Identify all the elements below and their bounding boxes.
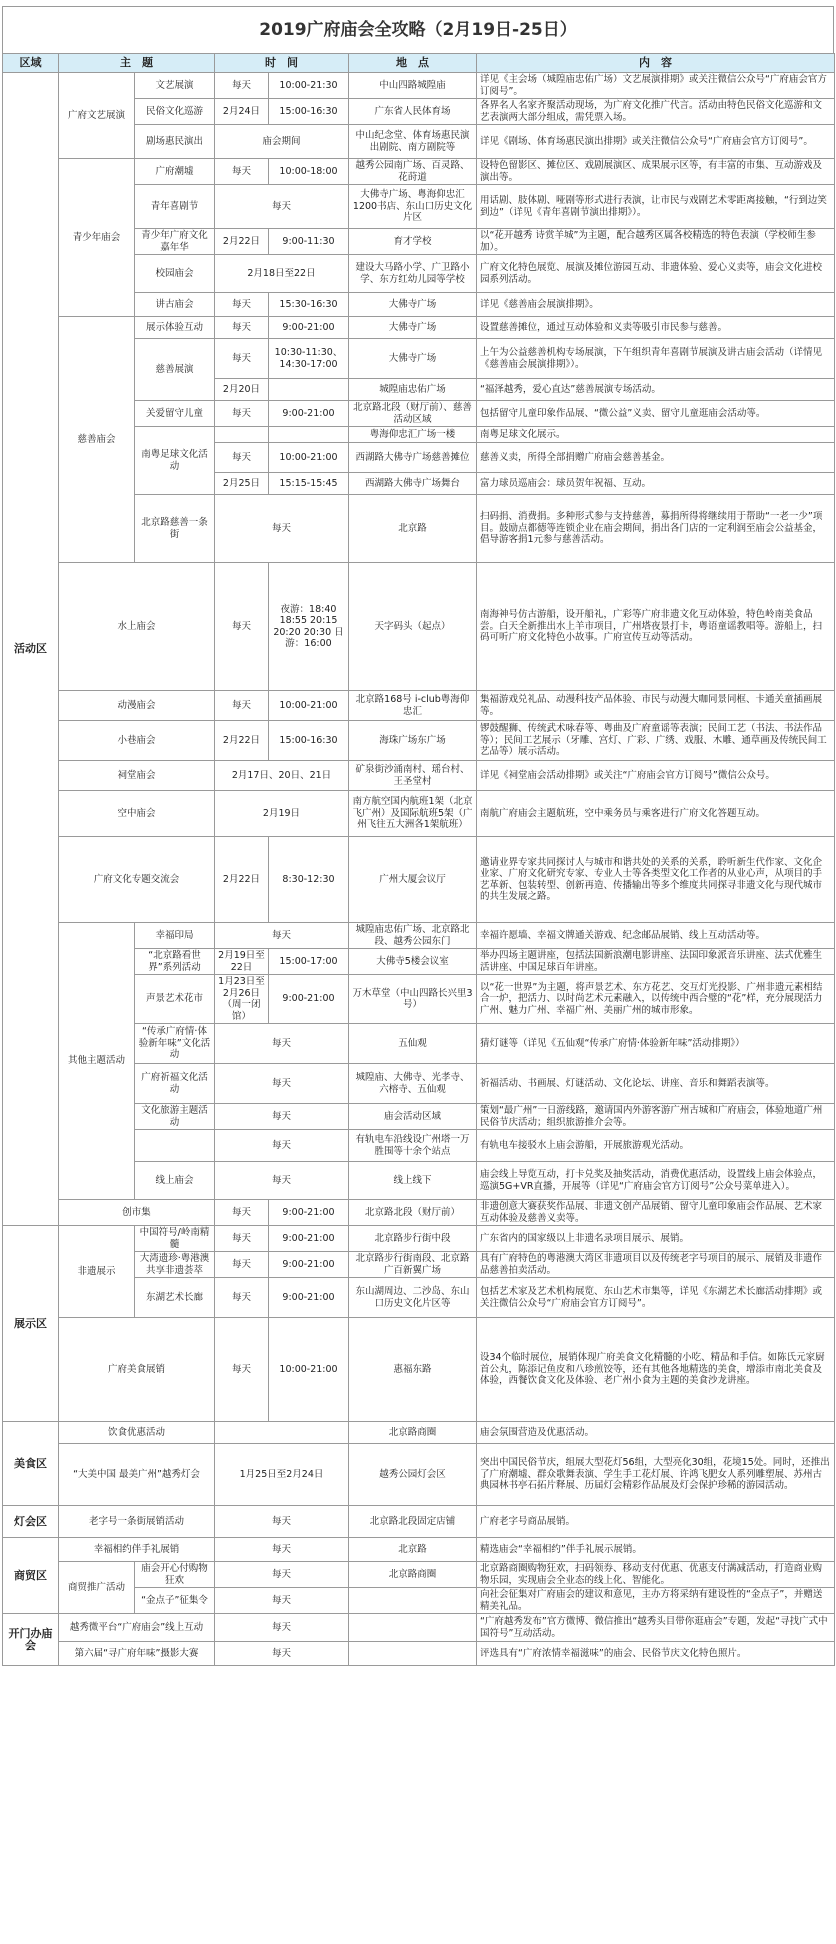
group-cell: 其他主题活动 xyxy=(59,923,135,1200)
content-cell: 举办四场主题讲座，包括法国新浪潮电影讲座、法国印象派音乐讲座、法式优雅生活讲座、中国足球百年讲座。 xyxy=(477,949,835,975)
time-cell: 夜游：18:40 18:55 20:15 20:20 20:30 日游：16:00 xyxy=(269,563,349,691)
location-cell: 线上线下 xyxy=(349,1162,477,1200)
time-cell: 9:00-21:00 xyxy=(269,1278,349,1318)
header-time: 时 间 xyxy=(215,54,349,73)
location-cell: 北京路北段（财厅前）、慈善活动区域 xyxy=(349,401,477,427)
content-cell: 详见《祠堂庙会活动排期》或关注“广府庙会官方订阅号”微信公众号。 xyxy=(477,761,835,791)
group-cell: 慈善庙会 xyxy=(59,317,135,563)
time-cell: 15:00-16:30 xyxy=(269,721,349,761)
date-cell: 每天 xyxy=(215,1200,269,1226)
content-cell: 各界名人名家齐聚活动现场，为广府文化推广代言。活动由特色民俗文化巡游和文艺表演两大部分组成，需凭票入场。 xyxy=(477,99,835,125)
location-cell xyxy=(349,1642,477,1666)
content-cell: 精选庙会“幸福相约”伴手礼展示展销。 xyxy=(477,1538,835,1562)
time-cell: 8:30-12:30 xyxy=(269,837,349,923)
header-zone: 区域 xyxy=(3,54,59,73)
zone-cell: 活动区 xyxy=(3,73,59,1226)
schedule-table xyxy=(2,53,835,1666)
date-cell: 2月18日至22日 xyxy=(215,255,349,293)
theme-cell: 小巷庙会 xyxy=(59,721,215,761)
date-cell: 每天 xyxy=(215,1226,269,1252)
theme-cell: “传承广府情·体验新年味”文化活动 xyxy=(135,1024,215,1064)
table-row xyxy=(3,1642,835,1666)
table-row xyxy=(3,721,835,761)
location-cell: 矿泉街沙涌南村、瑶台村、王圣堂村 xyxy=(349,761,477,791)
date-cell: 每天 xyxy=(215,1318,269,1422)
zone-cell: 开门办庙会 xyxy=(3,1614,59,1666)
table-row xyxy=(3,761,835,791)
date-cell: 每天 xyxy=(215,1562,349,1588)
content-cell: 有轨电车接驳水上庙会游船，开展旅游观光活动。 xyxy=(477,1130,835,1162)
date-cell: 每天 xyxy=(215,495,349,563)
theme-cell: 慈善展演 xyxy=(135,339,215,401)
theme-cell xyxy=(135,1130,215,1162)
table-row xyxy=(3,1562,835,1588)
location-cell: 海珠广场东广场 xyxy=(349,721,477,761)
table-row xyxy=(3,837,835,923)
time-cell: 15:30-16:30 xyxy=(269,293,349,317)
location-cell: 大佛寺广场 xyxy=(349,339,477,379)
zone-cell: 灯会区 xyxy=(3,1506,59,1538)
theme-cell: 文化旅游主题活动 xyxy=(135,1104,215,1130)
date-cell: 每天 xyxy=(215,185,349,229)
location-cell: 万木草堂（中山四路长兴里3号） xyxy=(349,975,477,1024)
content-cell: “广府越秀发布”官方微博、微信推出“越秀头目带你逛庙会”专题，发起“寻找广式中国符号”互动活动。 xyxy=(477,1614,835,1642)
theme-cell: 青少年广府文化嘉年华 xyxy=(135,229,215,255)
content-cell: 邀请业界专家共同探讨人与城市和谐共处的关系的关系，聆听新生代作家、文化企业家、广府文化研究专家、专业人士等各类型文化工作者的从业心声，从项目的手艺革新、包装转型、创新再造、传播输出等多个维度共同探寻非遗文化与现代城市的共生发展之路。 xyxy=(477,837,835,923)
location-cell: 北京路步行街中段 xyxy=(349,1226,477,1252)
location-cell: 城隍庙、大佛寺、光孝寺、六榕寺、五仙观 xyxy=(349,1064,477,1104)
location-cell: 大佛寺广场 xyxy=(349,293,477,317)
table-row xyxy=(3,159,835,185)
content-cell: 用话剧、肢体剧、哑剧等形式进行表演，让市民与戏剧艺术零距离接触，“行到边笑到边”（详见《青年喜剧节演出排期》）。 xyxy=(477,185,835,229)
location-cell: 广州大厦会议厅 xyxy=(349,837,477,923)
group-cell: 青少年庙会 xyxy=(59,159,135,317)
theme-cell: 关爱留守儿童 xyxy=(135,401,215,427)
zone-cell: 商贸区 xyxy=(3,1538,59,1614)
content-cell: 南海神号仿古游船，设开船礼，广彩等广府非遗文化互动体验，特色岭南美食品尝。白天全新推出水上羊市项目，广州塔夜景打卡，粤语童谣教唱等。游船上，扫码可听广府文化特色小故事。广府宣传互动等活动。 xyxy=(477,563,835,691)
theme-cell: 南粤足球文化活动 xyxy=(135,427,215,495)
location-cell: 越秀公园南广场、百灵路、花莳道 xyxy=(349,159,477,185)
location-cell: 广东省人民体育场 xyxy=(349,99,477,125)
date-cell: 每天 xyxy=(215,1162,349,1200)
content-cell: 设置慈善摊位，通过互动体验和义卖等吸引市民参与慈善。 xyxy=(477,317,835,339)
content-cell: 庙会线上导览互动，打卡兑奖及抽奖活动，消费优惠活动，设置线上庙会体验点，巡演5G+VR直播，开展等（详见“广府庙会官方订阅号”公众号菜单进入）。 xyxy=(477,1162,835,1200)
time-cell: 15:00-17:00 xyxy=(269,949,349,975)
theme-cell: 北京路慈善一条街 xyxy=(135,495,215,563)
date-cell: 2月22日 xyxy=(215,721,269,761)
time-cell: 10:30-11:30、14:30-17:00 xyxy=(269,339,349,379)
location-cell: 城隍庙忠佑广场、北京路北段、越秀公园东门 xyxy=(349,923,477,949)
time-cell: 9:00-11:30 xyxy=(269,229,349,255)
table-row xyxy=(3,73,835,99)
theme-cell: 剧场惠民演出 xyxy=(135,125,215,159)
time-cell: 10:00-21:00 xyxy=(269,691,349,721)
date-cell xyxy=(215,1422,349,1444)
date-cell: 每天 xyxy=(215,1642,349,1666)
zone-cell: 美食区 xyxy=(3,1422,59,1506)
time-cell: 15:00-16:30 xyxy=(269,99,349,125)
date-cell: 2月17日、20日、21日 xyxy=(215,761,349,791)
time-cell xyxy=(269,379,349,401)
time-cell: 10:00-21:00 xyxy=(269,1318,349,1422)
date-cell: 2月24日 xyxy=(215,99,269,125)
date-cell: 每天 xyxy=(215,73,269,99)
theme-cell: 讲古庙会 xyxy=(135,293,215,317)
location-cell: 北京路步行街南段、北京路广百新翼广场 xyxy=(349,1252,477,1278)
location-cell xyxy=(349,1614,477,1642)
content-cell: 广府老字号商品展销。 xyxy=(477,1506,835,1538)
date-cell: 2月19日至22日 xyxy=(215,949,269,975)
theme-cell: 庙会开心付购物狂欢 xyxy=(135,1562,215,1588)
location-cell: 北京路商圈 xyxy=(349,1422,477,1444)
content-cell: 上午为公益慈善机构专场展演，下午组织青年喜剧节展演及讲古庙会活动（详情见《慈善庙会展演排期》）。 xyxy=(477,339,835,379)
date-cell: 每天 xyxy=(215,691,269,721)
theme-cell: 广府潮墟 xyxy=(135,159,215,185)
date-cell: 每天 xyxy=(215,317,269,339)
content-cell: 慈善义卖，所得全部捐赠广府庙会慈善基金。 xyxy=(477,443,835,473)
theme-cell: 水上庙会 xyxy=(59,563,215,691)
date-cell: 每天 xyxy=(215,1064,349,1104)
header-content: 内 容 xyxy=(477,54,835,73)
content-cell: 包括留守儿童印象作品展、“微公益”义卖、留守儿童逛庙会活动等。 xyxy=(477,401,835,427)
date-cell: 2月22日 xyxy=(215,837,269,923)
date-cell: 每天 xyxy=(215,1104,349,1130)
date-cell xyxy=(215,427,269,443)
date-cell: 每天 xyxy=(215,339,269,379)
content-cell: 以“花一世界”为主题，将声景艺术、东方花艺、交互灯光投影、广州非遗元素相结合一炉，把活力、以时尚艺术元素融入，以传统中西合璧的“花”样，充分展现活力广州、魅力广州、幸福广州、美丽广州的城市形象。 xyxy=(477,975,835,1024)
theme-cell: 广府文化专题交流会 xyxy=(59,837,215,923)
location-cell: 天字码头（起点） xyxy=(349,563,477,691)
theme-cell: 越秀微平台“广府庙会”线上互动 xyxy=(59,1614,215,1642)
theme-cell: 大湾遗珍·粤港澳共享非遗荟萃 xyxy=(135,1252,215,1278)
content-cell: 北京路商圈购物狂欢，扫码领券、移动支付优惠、优惠支付满减活动，打造商业购物乐园，实现庙会全业态的线上化、智能化。 xyxy=(477,1562,835,1588)
date-cell: 2月22日 xyxy=(215,229,269,255)
table-row xyxy=(3,691,835,721)
theme-cell: 第六届“寻广府年味”摄影大赛 xyxy=(59,1642,215,1666)
location-cell xyxy=(349,1588,477,1614)
date-cell: 每天 xyxy=(215,159,269,185)
header-theme: 主 题 xyxy=(59,54,215,73)
content-cell: 向社会征集对广府庙会的建议和意见，主办方将采纳有建设性的“金点子”，并赠送精美礼品。 xyxy=(477,1588,835,1614)
date-cell: 庙会期间 xyxy=(215,125,349,159)
date-cell: 每天 xyxy=(215,1252,269,1278)
location-cell: 中山四路城隍庙 xyxy=(349,73,477,99)
page xyxy=(0,6,836,1944)
content-cell: 广府文化特色展览、展演及摊位游园互动、非遗体验、爱心义卖等，庙会文化进校园系列活动。 xyxy=(477,255,835,293)
theme-cell: 幸福相约伴手礼展销 xyxy=(59,1538,215,1562)
content-cell: 幸福许愿墙、幸福文牌通关游戏、纪念邮品展销、线上互动活动等。 xyxy=(477,923,835,949)
group-cell: 非遗展示 xyxy=(59,1226,135,1318)
content-cell: 设特色留影区、摊位区、戏剧展演区、成果展示区等，有丰富的市集、互动游戏及演出等。 xyxy=(477,159,835,185)
content-cell: “福泽越秀，爱心直达”慈善展演专场活动。 xyxy=(477,379,835,401)
location-cell: 北京路商圈 xyxy=(349,1562,477,1588)
theme-cell: 广府美食展销 xyxy=(59,1318,215,1422)
time-cell: 10:00-21:00 xyxy=(269,443,349,473)
location-cell: 育才学校 xyxy=(349,229,477,255)
location-cell: 大佛寺广场 xyxy=(349,317,477,339)
date-cell: 每天 xyxy=(215,563,269,691)
time-cell: 9:00-21:00 xyxy=(269,317,349,339)
zone-cell: 展示区 xyxy=(3,1226,59,1422)
theme-cell: 民俗文化巡游 xyxy=(135,99,215,125)
theme-cell: 祠堂庙会 xyxy=(59,761,215,791)
content-cell: 扫码捐、消费捐。多种形式参与支持慈善，募捐所得将继续用于帮助“一老一少”项目。鼓励点都德等连锁企业在庙会期间，捐出各门店的一定利润至庙会公益基金，倡导游客捐1元参与慈善活动。 xyxy=(477,495,835,563)
theme-cell: 线上庙会 xyxy=(135,1162,215,1200)
date-cell: 每天 xyxy=(215,1614,349,1642)
table-row xyxy=(3,1200,835,1226)
content-cell: 锣鼓醒狮、传统武术咏春等、粤曲及广府童谣等表演；民间工艺（书法、书法作品等）；民间工艺展示（牙雕、宫灯、广彩、广绣、戏服、木雕、通草画及传统民间工艺品等）展示活动。 xyxy=(477,721,835,761)
date-cell: 每天 xyxy=(215,443,269,473)
content-cell: 南航广府庙会主题航班，空中乘务员与乘客进行广府文化答题互动。 xyxy=(477,791,835,837)
table-row xyxy=(3,1422,835,1444)
table-row xyxy=(3,1506,835,1538)
time-cell: 10:00-21:30 xyxy=(269,73,349,99)
content-cell: 策划“最广州”一日游线路，邀请国内外游客游广州古城和广府庙会，体验地道广州民俗节庆活动；组织旅游推介会等。 xyxy=(477,1104,835,1130)
location-cell: 西湖路大佛寺广场慈善摊位 xyxy=(349,443,477,473)
content-cell: 祈福活动、书画展、灯谜活动、文化论坛、讲座、音乐和舞蹈表演等。 xyxy=(477,1064,835,1104)
content-cell: 非遗创意大赛获奖作品展、非遗文创产品展销、留守儿童印象庙会作品展、艺术家互动体验及慈善义卖等。 xyxy=(477,1200,835,1226)
location-cell: 惠福东路 xyxy=(349,1318,477,1422)
date-cell: 2月19日 xyxy=(215,791,349,837)
content-cell: 具有广府特色的粤港澳大湾区非遗项目以及传统老字号项目的展示、展销及非遗作品慈善拍卖活动。 xyxy=(477,1252,835,1278)
content-cell: 设34个临时展位，展销体现广府美食文化精髓的小吃、精品和手信。如陈氏元家厨首公丸，陈添记鱼皮和八珍煎饺等，还有其他各地精选的美食，增添市南北美食及体验，西餐饮食文化及体验、老广州小食为主题的美食沙龙讲座。 xyxy=(477,1318,835,1422)
theme-cell: “大美中国 最美广州”越秀灯会 xyxy=(59,1444,215,1506)
location-cell: 五仙观 xyxy=(349,1024,477,1064)
content-cell: 包括艺术家及艺术机构展览、东山艺术市集等，详见《东湖艺术长廊活动排期》或关注微信公众号“广府庙会官方订阅号”。 xyxy=(477,1278,835,1318)
content-cell: 评选具有“广府浓情幸福滋味”的庙会、民俗节庆文化特色照片。 xyxy=(477,1642,835,1666)
content-cell: 突出中国民俗节庆，组展大型花灯56组，大型亮化30组，花境15处。同时，还推出了广府潮墟、群众歌舞表演、学生手工花灯展、许鸿飞肥女人系列雕塑展、苏州古典园林书亭石拓片释展、历届灯会精彩作品展及灯会保护珍稀的游园活动。 xyxy=(477,1444,835,1506)
theme-cell: 青年喜剧节 xyxy=(135,185,215,229)
date-cell: 1月23日至2月26日（周一闭馆） xyxy=(215,975,269,1024)
table-row xyxy=(3,1226,835,1252)
content-cell: 详见《主会场（城隍庙忠佑广场）文艺展演排期》或关注微信公众号“广府庙会官方订阅号”。 xyxy=(477,73,835,99)
theme-cell: “金点子”征集令 xyxy=(135,1588,215,1614)
table-row xyxy=(3,1318,835,1422)
date-cell: 每天 xyxy=(215,401,269,427)
content-cell: 详见《剧场、体育场惠民演出排期》或关注微信公众号“广府庙会官方订阅号”。 xyxy=(477,125,835,159)
group-cell: 广府文艺展演 xyxy=(59,73,135,159)
theme-cell: 创市集 xyxy=(59,1200,215,1226)
content-cell: 猜灯谜等（详见《五仙观“传承广府情·体验新年味”活动排期》） xyxy=(477,1024,835,1064)
page-title: 2019广府庙会全攻略（2月19日-25日） xyxy=(2,6,834,53)
location-cell: 北京路 xyxy=(349,1538,477,1562)
time-cell: 9:00-21:00 xyxy=(269,1200,349,1226)
theme-cell: 饮食优惠活动 xyxy=(59,1422,215,1444)
time-cell xyxy=(269,427,349,443)
date-cell: 每天 xyxy=(215,1130,349,1162)
content-cell: 庙会氛围营造及优惠活动。 xyxy=(477,1422,835,1444)
location-cell: 南方航空国内航班1架（北京飞广州）及国际航班5架（广州飞往五大洲各1架航班） xyxy=(349,791,477,837)
content-cell: 以“花开越秀 诗赏羊城”为主题，配合越秀区属各校精选的特色表演（学校师生参加）。 xyxy=(477,229,835,255)
date-cell: 每天 xyxy=(215,1278,269,1318)
theme-cell: 空中庙会 xyxy=(59,791,215,837)
theme-cell: 展示体验互动 xyxy=(135,317,215,339)
date-cell: 1月25日至2月24日 xyxy=(215,1444,349,1506)
theme-cell: 东湖艺术长廊 xyxy=(135,1278,215,1318)
content-cell: 集福游戏兑礼品、动漫科技产品体验、市民与动漫大咖同景同框、卡通关童插画展等。 xyxy=(477,691,835,721)
location-cell: 北京路北段固定店铺 xyxy=(349,1506,477,1538)
table-row xyxy=(3,1538,835,1562)
date-cell: 2月20日 xyxy=(215,379,269,401)
schedule-body xyxy=(3,73,835,1666)
location-cell: 北京路北段（财厅前） xyxy=(349,1200,477,1226)
location-cell: 中山纪念堂、体育场惠民演出剧院、南方剧院等 xyxy=(349,125,477,159)
date-cell: 每天 xyxy=(215,1538,349,1562)
group-cell: 商贸推广活动 xyxy=(59,1562,135,1614)
theme-cell: 动漫庙会 xyxy=(59,691,215,721)
location-cell: 大佛寺5楼会议室 xyxy=(349,949,477,975)
header-row xyxy=(3,54,835,73)
location-cell: 粤海仰忠汇广场一楼 xyxy=(349,427,477,443)
content-cell: 富力球员巡庙会：球员贺年祝福、互动。 xyxy=(477,473,835,495)
location-cell: 有轨电车沿线设广州塔一万胜围等十余个站点 xyxy=(349,1130,477,1162)
theme-cell: 校园庙会 xyxy=(135,255,215,293)
date-cell: 每天 xyxy=(215,1024,349,1064)
theme-cell: 幸福印局 xyxy=(135,923,215,949)
date-cell: 每天 xyxy=(215,1506,349,1538)
location-cell: 大佛寺广场、粤海仰忠汇1200书店、东山口历史文化片区 xyxy=(349,185,477,229)
theme-cell: 广府祈福文化活动 xyxy=(135,1064,215,1104)
date-cell: 每天 xyxy=(215,923,349,949)
content-cell: 广东省内的国家级以上非遗名录项目展示、展销。 xyxy=(477,1226,835,1252)
time-cell: 9:00-21:00 xyxy=(269,1226,349,1252)
table-row xyxy=(3,791,835,837)
date-cell: 2月25日 xyxy=(215,473,269,495)
location-cell: 城隍庙忠佑广场 xyxy=(349,379,477,401)
location-cell: 庙会活动区域 xyxy=(349,1104,477,1130)
date-cell: 每天 xyxy=(215,1588,349,1614)
location-cell: 西湖路大佛寺广场舞台 xyxy=(349,473,477,495)
location-cell: 建设大马路小学、广卫路小学、东方红幼儿园等学校 xyxy=(349,255,477,293)
table-row xyxy=(3,923,835,949)
time-cell: 15:15-15:45 xyxy=(269,473,349,495)
location-cell: 北京路 xyxy=(349,495,477,563)
date-cell: 每天 xyxy=(215,293,269,317)
location-cell: 东山湖周边、二沙岛、东山口历史文化片区等 xyxy=(349,1278,477,1318)
time-cell: 10:00-18:00 xyxy=(269,159,349,185)
theme-cell: 声景艺术花市 xyxy=(135,975,215,1024)
time-cell: 9:00-21:00 xyxy=(269,975,349,1024)
location-cell: 北京路168号 i-club粤海仰忠汇 xyxy=(349,691,477,721)
content-cell: 详见《慈善庙会展演排期》。 xyxy=(477,293,835,317)
theme-cell: 中国符号/岭南精髓 xyxy=(135,1226,215,1252)
table-row xyxy=(3,563,835,691)
time-cell: 9:00-21:00 xyxy=(269,1252,349,1278)
theme-cell: “北京路看世界”系列活动 xyxy=(135,949,215,975)
time-cell: 9:00-21:00 xyxy=(269,401,349,427)
table-row xyxy=(3,317,835,339)
location-cell: 越秀公园灯会区 xyxy=(349,1444,477,1506)
table-row xyxy=(3,1614,835,1642)
theme-cell: 文艺展演 xyxy=(135,73,215,99)
header-location: 地 点 xyxy=(349,54,477,73)
table-row xyxy=(3,1444,835,1506)
theme-cell: 老字号一条街展销活动 xyxy=(59,1506,215,1538)
content-cell: 南粤足球文化展示。 xyxy=(477,427,835,443)
